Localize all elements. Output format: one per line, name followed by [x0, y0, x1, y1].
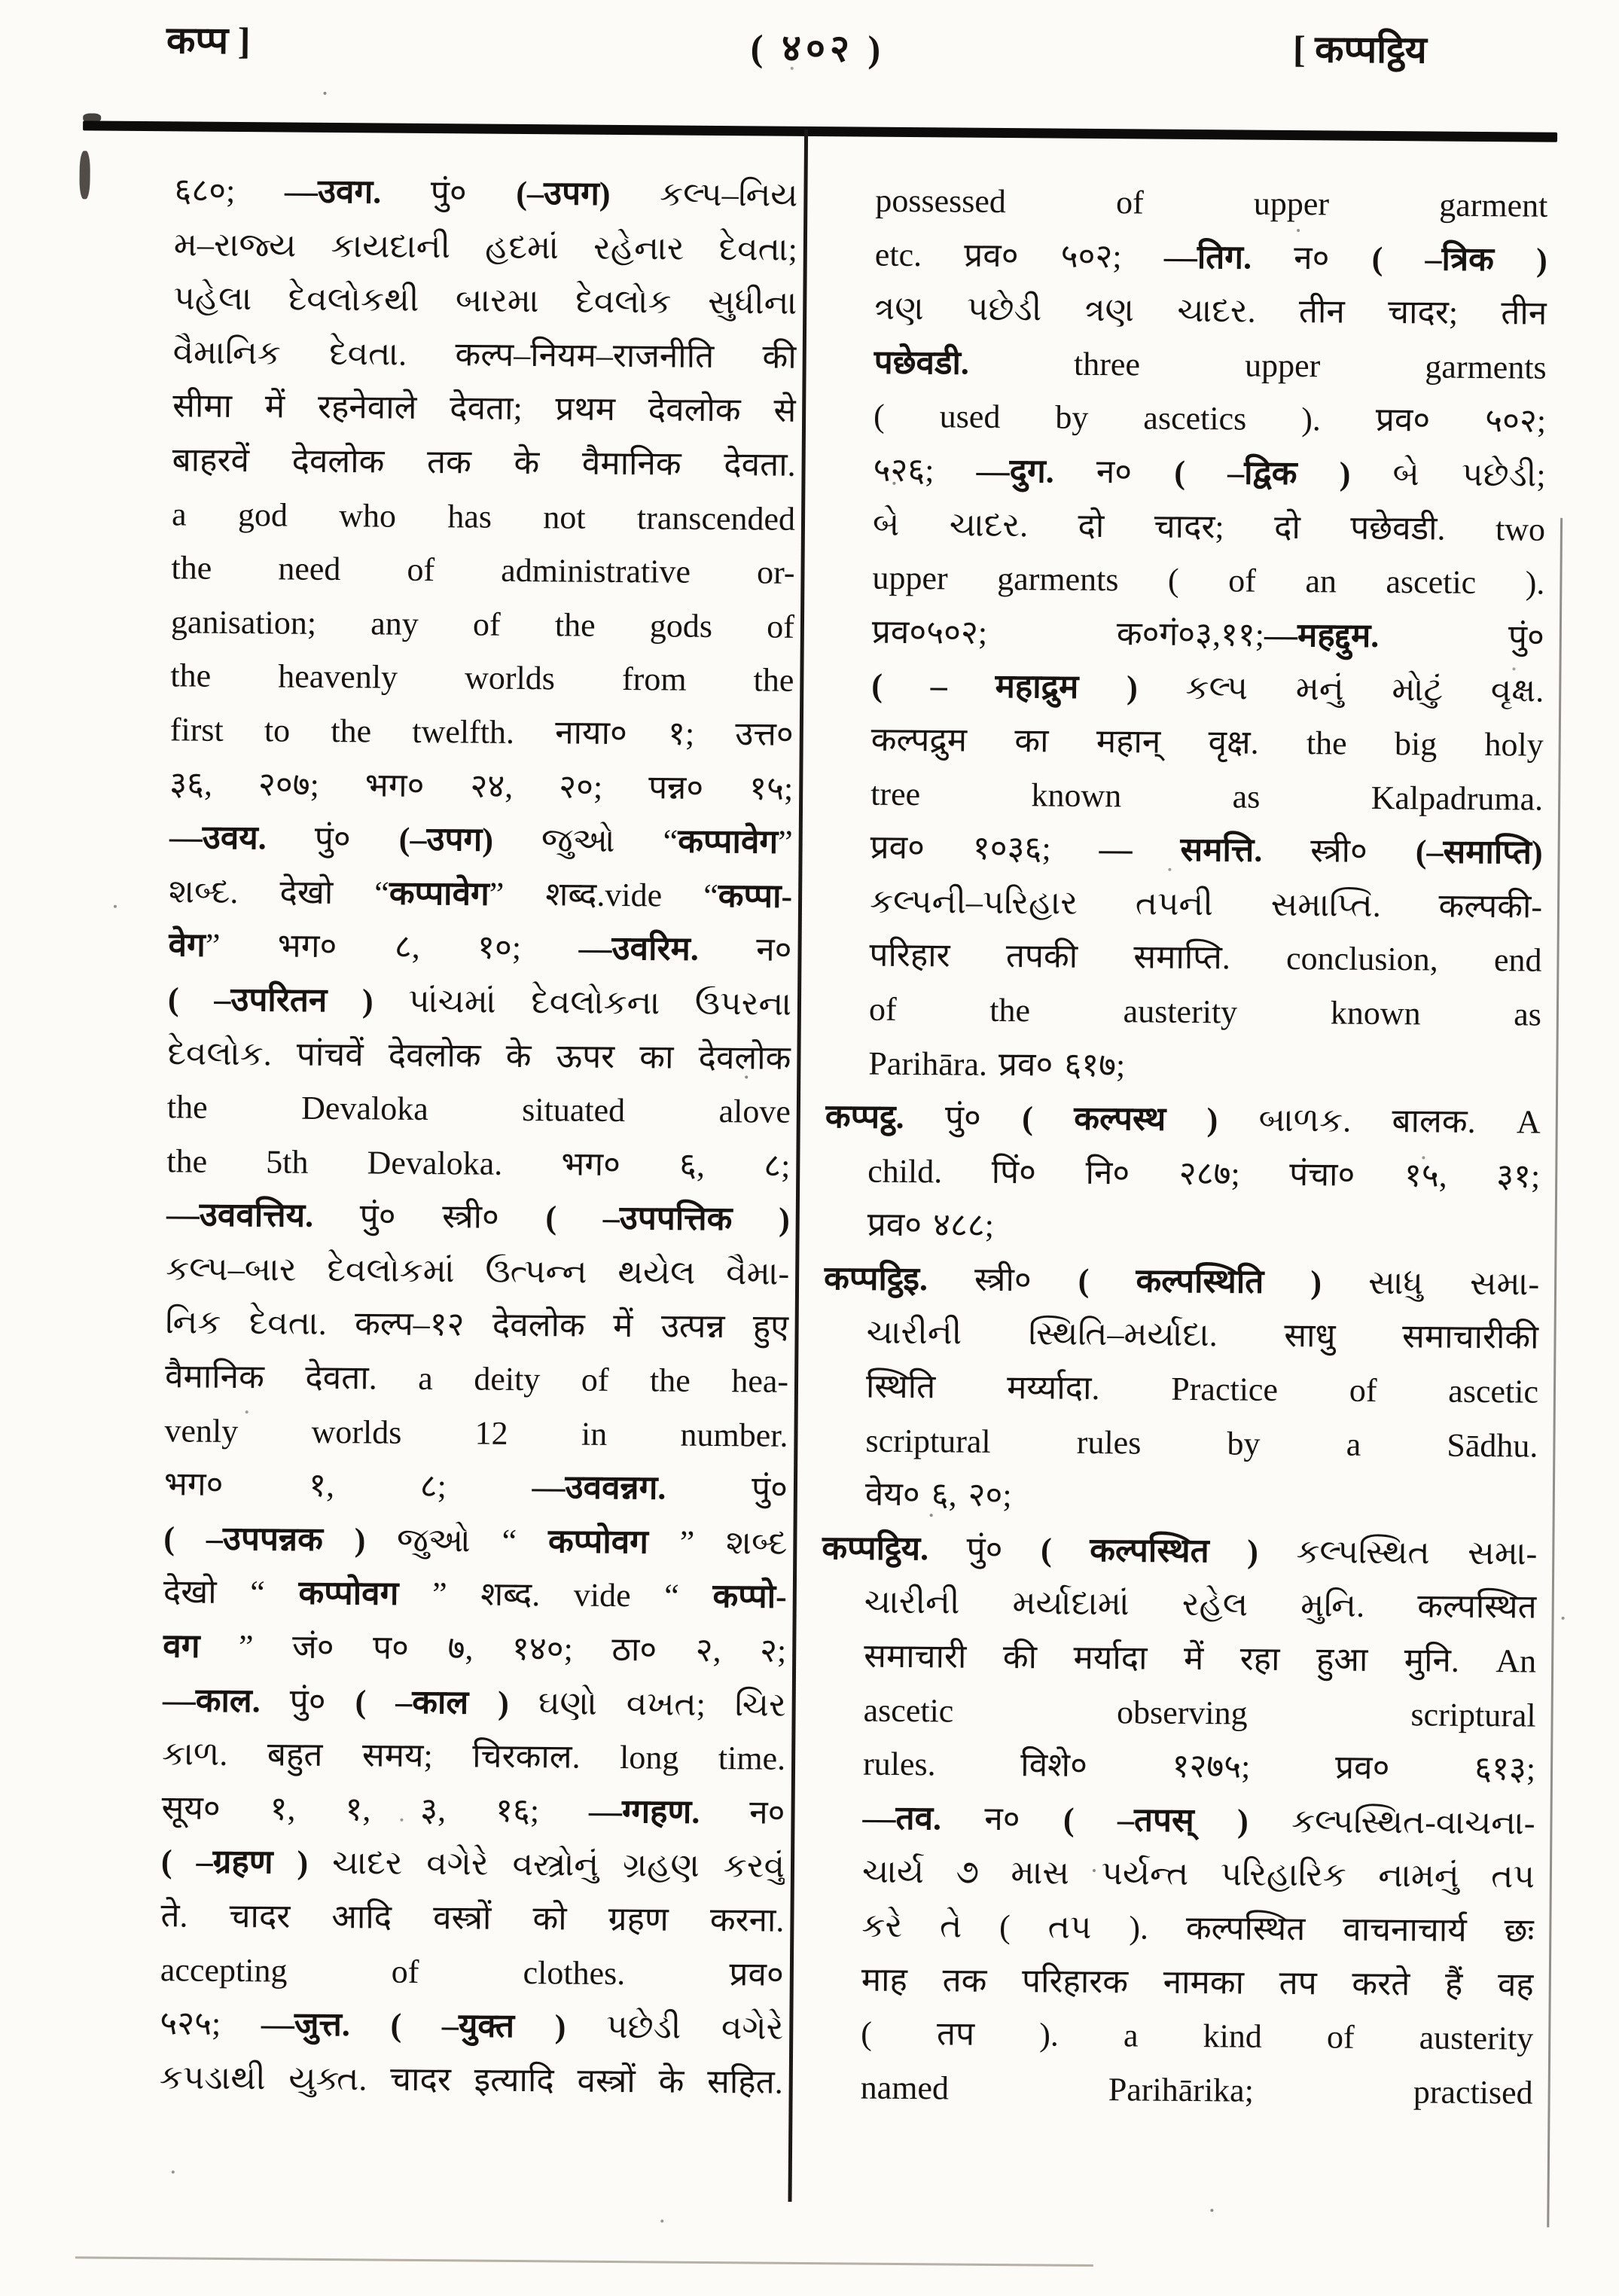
text-line [819, 1791, 1535, 1850]
text-line [827, 820, 1543, 880]
text-segment: परिहार तपकी समाप्ति. conclusion, end [869, 936, 1542, 979]
headword-bold: ( – महाद्रुम ) [871, 666, 1138, 706]
text-line [171, 541, 795, 599]
text-line [164, 1404, 788, 1462]
text-segment: ઘણો વખત; ચિર [508, 1684, 786, 1724]
text-segment: ” भग० ८, १०; [205, 927, 579, 967]
text-segment: of the austerity known as [868, 990, 1542, 1033]
text-line [821, 1629, 1537, 1688]
text-line [165, 1349, 789, 1408]
text-segment: माह तक परिहारक नामका तप करते हैं वह [861, 1961, 1534, 2004]
text-segment: મ–રાજ્ય કાયદાની હદમાં રહેનાર દેવતા; [173, 225, 798, 268]
text-segment: venly worlds 12 in number. [164, 1411, 788, 1454]
text-segment: सीमा में रहनेवाले देवता; प्रथम देवलोक से [172, 387, 797, 430]
headword-bold: कप्पोवग [547, 1523, 649, 1561]
headword-bold: —उववत्तिय. [166, 1196, 314, 1235]
text-segment: स्त्री० [1262, 831, 1416, 871]
text-segment: scriptural rules by a Sādhu. [865, 1422, 1538, 1465]
headword-bold: —महद्दुम. [1264, 616, 1380, 654]
headword-bold: (–समाप्ति) [1415, 833, 1543, 871]
text-segment: भग० १, ८; [163, 1465, 532, 1506]
headword-bold: ( –द्विक ) [1174, 453, 1351, 492]
text-segment: કલ્પ–નિય [610, 175, 798, 214]
text-segment: જુઓ “ [492, 821, 678, 860]
headword-bold: —उवरिम. [578, 929, 700, 968]
text-segment: બે પછેડી; [1350, 455, 1546, 494]
headword-bold: कप्पोवग [298, 1575, 399, 1613]
text-line [826, 982, 1542, 1041]
headword-bold: ( कल्पस्थ ) [1022, 1099, 1218, 1139]
headword-bold: ( –उपपन्नक ) [163, 1520, 366, 1559]
text-segment: वेय० ६, २०; [864, 1475, 1012, 1514]
header-catchword-right: [ कप्पट्ठिय [1292, 27, 1427, 72]
text-segment: upper garments ( of an ascetic ). [872, 559, 1545, 602]
text-segment: पुं० [381, 173, 517, 212]
text-line [171, 595, 795, 654]
text-line [831, 389, 1547, 449]
text-segment: पुं० [928, 1530, 1041, 1569]
right-column [817, 173, 1547, 2120]
text-line [174, 163, 798, 222]
text-line [825, 1090, 1541, 1149]
text-segment: કપડાથી યુક્ત. चादर इत्यादि वस्त्रों के सहित. [159, 2059, 783, 2101]
headword-bold: कप्पावेग [389, 874, 489, 913]
text-segment: ” [777, 823, 793, 861]
text-line [168, 972, 792, 1031]
headword-bold: —तव. [862, 1799, 942, 1837]
text-segment [350, 2006, 391, 2043]
text-line [169, 757, 794, 816]
text-segment: ५२५; [160, 2005, 262, 2043]
headword-bold: —दुग. [976, 452, 1054, 490]
text-line [821, 1575, 1537, 1635]
headword-bold: —जुत्त. [261, 2005, 351, 2044]
text-segment: पुं० [266, 819, 399, 858]
text-segment: पुं० [666, 1469, 788, 1508]
text-segment: न० [941, 1800, 1064, 1838]
text-line [827, 874, 1543, 934]
text-segment: ચાર્ય ૭ માસ પર્યન્ત પરિહારિક નામનું તપ [861, 1852, 1535, 1895]
text-line [820, 1736, 1536, 1796]
text-line [162, 1673, 786, 1732]
text-line [817, 2060, 1533, 2120]
text-segment: ” शब्द. vide “ [398, 1575, 713, 1615]
text-line [823, 1359, 1539, 1419]
headword-bold: ( –तपस् ) [1063, 1801, 1249, 1840]
text-line [828, 712, 1544, 772]
text-line [832, 173, 1548, 233]
text-segment: ચારીની મર્યાદામાં રહેલ મુનિ. कल्पस्थित [864, 1584, 1537, 1627]
text-line [170, 649, 794, 708]
headword-bold: ( –उपरितन ) [167, 980, 373, 1020]
text-segment: पुं० [260, 1682, 355, 1720]
text-segment: पुं० स्त्री० [313, 1197, 546, 1236]
text-line [167, 1026, 791, 1085]
text-segment: પછેડી વગેરે [566, 2008, 784, 2047]
text-segment: प्रव० ४८८; [867, 1206, 995, 1245]
text-segment: बाहरवें देवलोक तक के वैमानिक देवता. [172, 441, 796, 483]
text-line [166, 1134, 791, 1193]
text-segment: કલ્પસ્થિત-વાચના- [1248, 1802, 1535, 1842]
headword-bold: —तिग. [1163, 238, 1252, 276]
text-segment: rules. विशे० १२७५; प्रव० ६१३; [862, 1745, 1536, 1788]
text-line [818, 2006, 1534, 2066]
headword-bold: — समत्ति. [1099, 831, 1263, 869]
headword-bold: वग [163, 1627, 200, 1665]
text-line [165, 1296, 789, 1355]
text-line [169, 864, 793, 923]
headword-bold: कप्पा- [718, 877, 793, 915]
text-segment: child. पिं० नि० २८७; पंचा० १५, ३१; [867, 1152, 1541, 1195]
text-line [172, 487, 796, 546]
text-line [161, 1781, 785, 1840]
text-line [160, 1889, 785, 1947]
text-segment: कल्पद्रुम का महान् वृक्ष. the big holy [870, 721, 1544, 764]
text-segment: स्त्री० [927, 1261, 1078, 1299]
text-line [172, 380, 797, 438]
text-segment: ” शब्द.vide “ [489, 875, 718, 914]
text-line [172, 433, 796, 492]
text-line [819, 1953, 1535, 2012]
text-line [829, 550, 1545, 610]
text-segment: ચારીની સ્થિતિ–મર્યાદા. साधु समाचारीकी [866, 1314, 1539, 1357]
text-segment: etc. प्रव० ५०२; [874, 236, 1165, 276]
text-line [828, 767, 1544, 826]
text-line [169, 810, 793, 869]
text-segment: a god who has not transcended [171, 495, 796, 538]
headword-bold: ( –उपपत्तिक ) [545, 1199, 790, 1239]
text-line [822, 1467, 1538, 1526]
text-line [168, 919, 792, 977]
headword-bold: वेग [168, 926, 206, 965]
text-line [831, 335, 1547, 395]
text-segment: समाचारी की मर्यादा में रहा हुआ मुनि. An [864, 1637, 1537, 1680]
text-segment: three upper garments [968, 344, 1547, 386]
text-segment: કલ્પ–બાર દેવલોકમાં ઉત્પન્ન થયેલ વૈમા- [166, 1250, 790, 1292]
headword-bold: —उवय. [169, 819, 267, 857]
headword-bold: ( –त्रिक ) [1371, 239, 1547, 279]
headword-bold: कप्पो- [712, 1578, 788, 1616]
text-line [174, 218, 798, 276]
text-segment: पुं० [904, 1099, 1023, 1137]
headword-bold: कप्पट्ठिय. [822, 1529, 929, 1568]
text-line [170, 703, 794, 761]
text-segment: प्रव० १०३६; [870, 828, 1099, 868]
text-line [163, 1511, 788, 1570]
text-line [832, 227, 1548, 287]
text-segment: ५२६; [873, 451, 977, 489]
text-line [819, 1845, 1535, 1904]
header-catchword-left: कप्प ] [166, 19, 251, 63]
text-line [831, 281, 1547, 340]
page-header [8, 0, 1619, 72]
text-line [160, 1943, 785, 2002]
text-segment: ganisation; any of the gods of [170, 603, 795, 645]
headword-bold: कप्पट्ठिइ. [823, 1260, 928, 1298]
text-segment: न० [698, 931, 792, 969]
text-line [166, 1188, 790, 1247]
header-rule [83, 120, 1557, 142]
text-line [166, 1242, 790, 1300]
text-line [167, 1080, 791, 1139]
text-segment: ( तप ). a kind of austerity [861, 2014, 1534, 2057]
text-segment: કરે તે ( તપ ). कल्पस्थित वाचनाचार्य छः [861, 1907, 1535, 1950]
text-line [824, 1252, 1540, 1311]
text-line [163, 1566, 788, 1624]
headword-bold: —उववन्नग. [532, 1468, 666, 1507]
text-segment: देखो “ [163, 1573, 299, 1612]
text-segment: न० [700, 1793, 785, 1831]
text-line [820, 1683, 1536, 1743]
headword-bold: ( कल्पस्थित ) [1040, 1531, 1259, 1570]
text-line [825, 1144, 1541, 1203]
left-column [159, 163, 797, 2109]
text-segment: કાળ. बहुत समय; चिरकाल. long time. [161, 1735, 786, 1777]
text-line [830, 443, 1546, 502]
text-segment: स्थिति मर्य्यादा. Practice of ascetic [865, 1368, 1539, 1410]
headword-bold: (–उपग) [516, 174, 611, 212]
text-line [822, 1521, 1538, 1581]
text-line [164, 1458, 788, 1517]
text-segment: tree known as Kalpadruma. [870, 775, 1544, 818]
text-segment: वैमानिक देवता. a deity of the hea- [164, 1358, 789, 1400]
text-segment: જુઓ “ [365, 1521, 549, 1560]
text-segment: ( used by ascetics ). प्रव० ५०२; [873, 398, 1547, 441]
text-segment: બાળક. बालक. A [1218, 1101, 1541, 1141]
text-segment: વૈમાનિક દેવતા. कल्प–नियम–राजनीति की [172, 334, 797, 376]
scan-smudge [79, 151, 90, 199]
text-segment: ६८०; [174, 172, 285, 210]
text-segment: न० [1251, 239, 1372, 277]
text-segment: the heavenly worlds from the [170, 657, 794, 700]
text-line [830, 497, 1546, 556]
text-segment: ” શબ્દ [648, 1523, 788, 1562]
text-line [162, 1727, 786, 1785]
text-segment: ત્રણ પછેડી ત્રણ ચાદર. तीन चादर; तीन [874, 289, 1547, 332]
text-segment: કલ્પ મનું મોટું વૃક્ષ. [1137, 669, 1544, 709]
headword-bold: —काल. [162, 1681, 261, 1719]
text-segment: Parihāra. प्रव० ६१७; [868, 1044, 1126, 1084]
text-segment: સાધુ સમા- [1321, 1264, 1540, 1303]
text-segment: सूय० १, १, ३, १६; [161, 1789, 590, 1830]
text-line [822, 1413, 1538, 1473]
text-segment: કલ્પની–પરિહાર તપની સમાપ્તિ. कल्पकी- [869, 883, 1543, 925]
text-segment: accepting of clothes. प्रव० [160, 1950, 785, 1993]
text-segment: न० [1053, 453, 1175, 491]
bottom-rule [75, 2256, 1093, 2267]
text-segment: શબ્દ. देखो “ [168, 873, 390, 912]
page-edge-line [1547, 518, 1563, 2227]
text-segment: ” जं० प० ७, १४०; ठा० २, २; [200, 1627, 787, 1669]
text-segment: નિક દેવતા. कल्प–१२ देवलोक में उत्पन्न हुए [165, 1304, 789, 1346]
text-line [825, 1036, 1541, 1096]
text-line [826, 928, 1542, 987]
headword-bold: पछेवडी. [874, 343, 970, 382]
text-segment: ३६, २०७; भग० २४, २०; पन्न० १५; [169, 764, 794, 807]
text-segment: ચાદર વગેરે વસ્ત્રોનું ગ્રહણ કરવું [307, 1844, 785, 1886]
text-segment: ते. चादर आदि वस्त्रों को ग्रहण करना. [160, 1897, 785, 1939]
text-segment: દેવલોક. पांचवें देवलोक के ऊपर का देवलोक [167, 1034, 791, 1077]
text-segment: બે ચાદર. दो चादर; दो पछेवडी. two [872, 505, 1546, 548]
text-segment: પાંચમાં દેવલોકના ઉપરના [373, 982, 792, 1023]
headword-bold: ( –काल ) [355, 1682, 510, 1721]
text-segment: ascetic observing scriptural [863, 1691, 1536, 1734]
text-segment: first to the twelfth. नाया० १; उत्त० [169, 711, 794, 753]
text-line [159, 2051, 783, 2109]
headword-bold: ( –ग्रहण ) [160, 1843, 309, 1882]
text-segment: named Parihārika; practised [860, 2069, 1533, 2112]
text-segment: the Devaloka situated alove [166, 1088, 791, 1130]
headword-bold: ( कल्पस्थिति ) [1078, 1261, 1322, 1301]
headword-bold: (–उपग) [398, 820, 494, 858]
text-line [828, 659, 1544, 718]
text-segment: કલ્પસ્થિત સમા- [1258, 1532, 1538, 1572]
headword-bold: —ग्गहण. [588, 1792, 700, 1831]
text-line [160, 1996, 784, 2055]
text-line [823, 1306, 1539, 1365]
text-line [172, 325, 797, 384]
headword-bold: —उवग. [284, 172, 382, 211]
text-segment: the 5th Devaloka. भग० ६, ८; [166, 1142, 791, 1185]
text-line [173, 272, 797, 331]
text-segment: possessed of upper garment [875, 181, 1548, 224]
text-line [819, 1898, 1535, 1958]
text-line [824, 1197, 1540, 1257]
headword-bold: कप्पट्ठ. [825, 1098, 904, 1136]
text-segment: पुं० [1379, 617, 1545, 656]
header-page-number: ( ४०२ ) [750, 26, 886, 70]
text-segment: प्रव०५०२; क०गं०३,११; [871, 613, 1265, 654]
text-line [161, 1835, 785, 1894]
headword-bold: ( –युक्त ) [390, 2006, 566, 2045]
text-segment: પહેલા દેવલોકથી બારમા દેવલોક સુધીના [173, 279, 797, 322]
text-segment: the need of administrative or- [171, 549, 795, 591]
headword-bold: कप्पावेग [678, 822, 779, 861]
text-line [163, 1619, 787, 1678]
text-line [829, 605, 1545, 664]
